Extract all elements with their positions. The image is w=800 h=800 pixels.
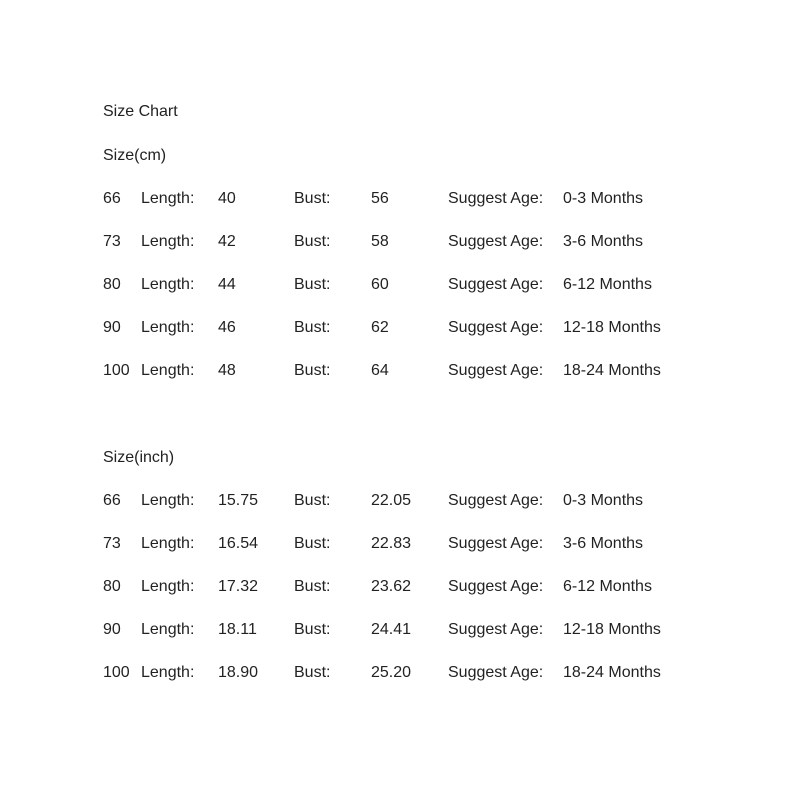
age-label: Suggest Age:	[448, 535, 544, 552]
length-label: Length:	[141, 362, 195, 379]
size-row	[0, 534, 800, 554]
page-title: Size Chart	[103, 103, 178, 120]
age-value: 6-12 Months	[563, 578, 652, 595]
length-value: 18.90	[218, 664, 259, 681]
age-value: 6-12 Months	[563, 276, 652, 293]
age-label: Suggest Age:	[448, 578, 544, 595]
section-heading: Size(inch)	[103, 449, 175, 466]
size-row	[0, 577, 800, 597]
length-value: 42	[218, 233, 236, 250]
size-value: 73	[103, 233, 121, 250]
length-value: 15.75	[218, 492, 259, 509]
age-value: 0-3 Months	[563, 190, 644, 207]
bust-label: Bust:	[294, 319, 331, 336]
bust-value: 24.41	[371, 621, 412, 638]
age-label: Suggest Age:	[448, 233, 544, 250]
size-value: 90	[103, 319, 121, 336]
length-value: 18.11	[218, 621, 257, 638]
age-value: 12-18 Months	[563, 621, 661, 638]
bust-value: 62	[371, 319, 389, 336]
bust-value: 25.20	[371, 664, 412, 681]
age-value: 18-24 Months	[563, 664, 661, 681]
length-label: Length:	[141, 492, 195, 509]
age-label: Suggest Age:	[448, 664, 544, 681]
length-label: Length:	[141, 276, 195, 293]
size-value: 100	[103, 664, 130, 681]
age-value: 3-6 Months	[563, 535, 644, 552]
size-value: 80	[103, 276, 121, 293]
size-row	[0, 232, 800, 252]
bust-value: 58	[371, 233, 389, 250]
bust-label: Bust:	[294, 535, 331, 552]
bust-value: 23.62	[371, 578, 412, 595]
size-row	[0, 275, 800, 295]
bust-value: 56	[371, 190, 389, 207]
bust-value: 22.05	[371, 492, 412, 509]
length-value: 44	[218, 276, 236, 293]
size-row	[0, 318, 800, 338]
length-label: Length:	[141, 190, 195, 207]
age-label: Suggest Age:	[448, 362, 544, 379]
size-row	[0, 663, 800, 683]
bust-value: 22.83	[371, 535, 412, 552]
length-label: Length:	[141, 319, 195, 336]
length-label: Length:	[141, 578, 195, 595]
section-heading: Size(cm)	[103, 147, 167, 164]
bust-label: Bust:	[294, 578, 331, 595]
length-value: 17.32	[218, 578, 259, 595]
bust-label: Bust:	[294, 664, 331, 681]
length-label: Length:	[141, 233, 195, 250]
bust-label: Bust:	[294, 362, 331, 379]
length-label: Length:	[141, 664, 195, 681]
length-label: Length:	[141, 535, 195, 552]
age-label: Suggest Age:	[448, 319, 544, 336]
length-value: 40	[218, 190, 236, 207]
bust-label: Bust:	[294, 233, 331, 250]
bust-label: Bust:	[294, 621, 331, 638]
age-value: 18-24 Months	[563, 362, 661, 379]
age-value: 3-6 Months	[563, 233, 644, 250]
age-label: Suggest Age:	[448, 492, 544, 509]
age-label: Suggest Age:	[448, 621, 544, 638]
size-row	[0, 491, 800, 511]
size-row	[0, 361, 800, 381]
size-row	[0, 620, 800, 640]
size-value: 90	[103, 621, 121, 638]
bust-label: Bust:	[294, 492, 331, 509]
size-value: 66	[103, 492, 121, 509]
bust-label: Bust:	[294, 276, 331, 293]
size-value: 80	[103, 578, 121, 595]
age-value: 12-18 Months	[563, 319, 661, 336]
length-value: 46	[218, 319, 236, 336]
size-row	[0, 189, 800, 209]
size-value: 73	[103, 535, 121, 552]
size-value: 100	[103, 362, 130, 379]
size-value: 66	[103, 190, 121, 207]
length-value: 48	[218, 362, 236, 379]
bust-value: 60	[371, 276, 389, 293]
age-value: 0-3 Months	[563, 492, 644, 509]
length-value: 16.54	[218, 535, 259, 552]
bust-value: 64	[371, 362, 389, 379]
bust-label: Bust:	[294, 190, 331, 207]
age-label: Suggest Age:	[448, 190, 544, 207]
length-label: Length:	[141, 621, 195, 638]
age-label: Suggest Age:	[448, 276, 544, 293]
